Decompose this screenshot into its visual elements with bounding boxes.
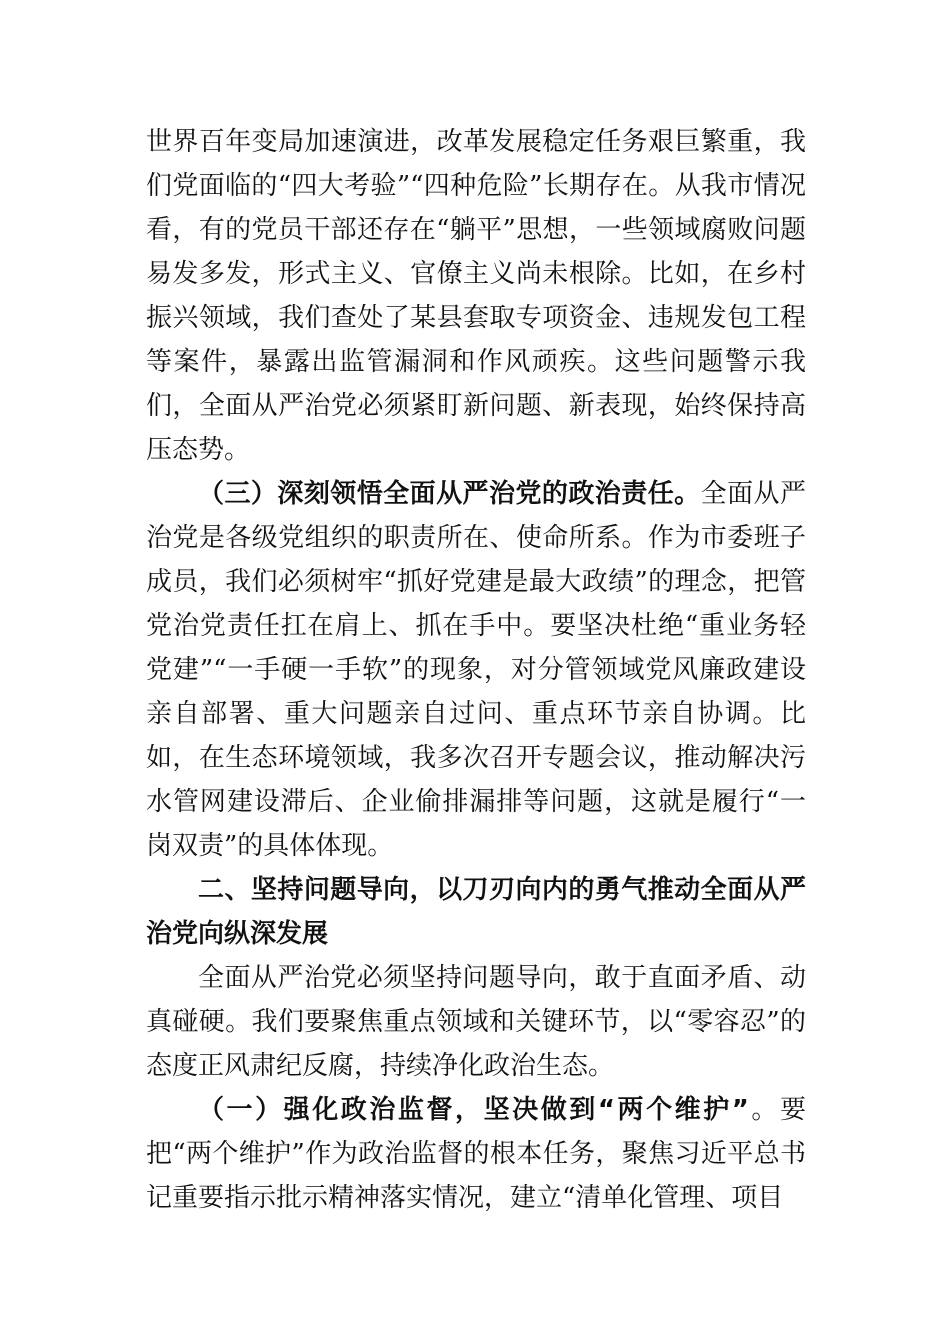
subheading-political-supervision: （一）强化政治监督，坚决做到“两个维护”	[198, 1095, 749, 1125]
document-body	[146, 120, 806, 1220]
subheading-political-responsibility: （三）深刻领悟全面从严治党的政治责任。	[198, 479, 701, 509]
paragraph-risks: 世界百年变局加速演进，改革发展稳定任务艰巨繁重，我们党面临的“四大考验”“四种危险”长期存在。从我市情况看，有的党员干部还存在“躺平”思想，一些领域腐败问题易发多发，形式主义、官僚主义尚未根除。比如，在乡村振兴领域，我们查处了某县套取专项资金、违规发包工程等案件，暴露出监管漏洞和作风顽疾。这些问题警示我们，全面从严治党必须紧盯新问题、新表现，始终保持高压态势。	[146, 127, 806, 465]
paragraph-political-responsibility-body: 全面从严治党是各级党组织的职责所在、使命所系。作为市委班子成员，我们必须树牢“抓好党建是最大政绩”的理念，把管党治党责任扛在肩上、抓在手中。要坚决杜绝“重业务轻党建”“一手硬一手软”的现象，对分管领域党风廉政建设亲自部署、重大问题亲自过问、重点环节亲自协调。比如，在生态环境领域，我多次召开专题会议，推动解决污水管网建设滞后、企业偷排漏排等问题，这就是履行“一岗双责”的具体体现。	[146, 479, 806, 861]
paragraph-problem-orientation: 全面从严治党必须坚持问题导向，敢于直面矛盾、动真碰硬。我们要聚焦重点领域和关键环节，以“零容忍”的态度正风肃纪反腐，持续净化政治生态。	[146, 963, 806, 1081]
paragraph-political-supervision-body: 。要把“两个维护”作为政治监督的根本任务，聚焦习近平总书记重要指示批示精神落实情况，建立“清单化管理、项目	[146, 1095, 806, 1213]
paragraph-political-supervision	[146, 1088, 806, 1220]
paragraph-political-responsibility	[146, 472, 806, 868]
section-two-title: 二、坚持问题导向，以刀刃向内的勇气推动全面从严治党向纵深发展	[146, 875, 806, 949]
